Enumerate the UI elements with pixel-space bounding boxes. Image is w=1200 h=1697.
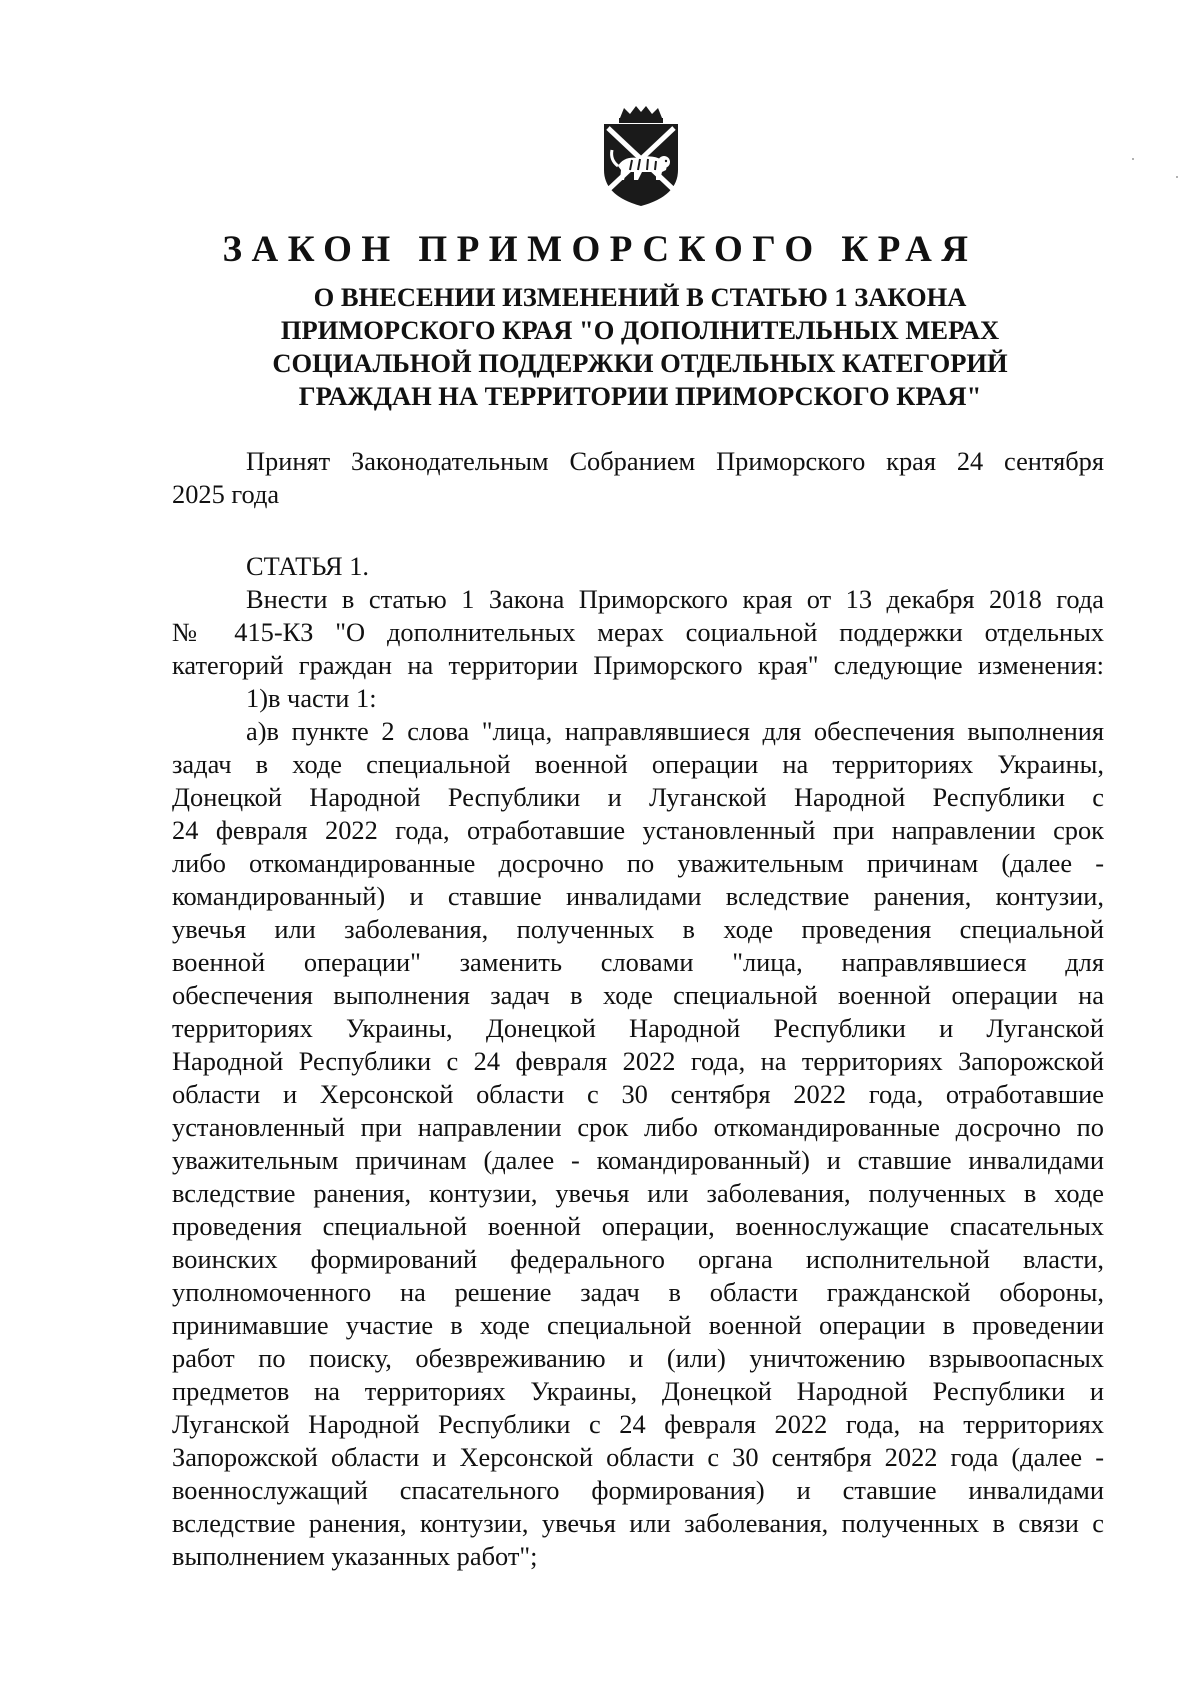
article-line: области и Херсонской области с 30 сентября 2022 года, отработавшие xyxy=(172,1079,1104,1109)
article-line: территориях Украины, Донецкой Народной Республики и Луганской xyxy=(172,1013,1104,1043)
article-line: вследствие ранения, контузии, увечья или заболевания, полученных в ходе xyxy=(172,1178,1104,1208)
article-line: увечья или заболевания, полученных в ходе проведения специальной xyxy=(172,914,1104,944)
article-line: Народной Республики с 24 февраля 2022 года, на территориях Запорожской xyxy=(172,1046,1104,1076)
adoption-note xyxy=(172,445,1104,511)
article-line: выполнением указанных работ"; xyxy=(172,1541,538,1571)
article-line: работ по поиску, обезвреживанию и (или) уничтожению взрывоопасных xyxy=(172,1343,1104,1373)
article-line: проведения специальной военной операции, военнослужащие спасательных xyxy=(172,1211,1104,1241)
article-line: либо откомандированные досрочно по уважительным причинам (далее - xyxy=(172,848,1104,878)
article-line: 24 февраля 2022 года, отработавшие установленный при направлении срок xyxy=(172,815,1104,845)
scan-speck xyxy=(1132,158,1134,160)
article-line: принимавшие участие в ходе специальной военной операции в проведении xyxy=(172,1310,1104,1340)
subject-line: ГРАЖДАН НА ТЕРРИТОРИИ ПРИМОРСКОГО КРАЯ" xyxy=(298,381,982,411)
article-line: Донецкой Народной Республики и Луганской Народной Республики с xyxy=(172,782,1104,812)
article-line: вследствие ранения, контузии, увечья или заболевания, полученных в связи с xyxy=(172,1508,1104,1538)
coat-of-arms-icon xyxy=(598,104,684,208)
subject-line: ПРИМОРСКОГО КРАЯ "О ДОПОЛНИТЕЛЬНЫХ МЕРАХ xyxy=(280,315,1000,345)
article-line: командированный) и ставшие инвалидами вследствие ранения, контузии, xyxy=(172,881,1104,911)
adoption-line: Принят Законодательным Собранием Приморского края 24 сентября xyxy=(246,446,1104,476)
article-line: предметов на территориях Украины, Донецкой Народной Республики и xyxy=(172,1376,1104,1406)
article-line: Запорожской области и Херсонской области с 30 сентября 2022 года (далее - xyxy=(172,1442,1104,1472)
adoption-line: 2025 года xyxy=(172,479,280,509)
article-line: воинских формирований федерального органа исполнительной власти, xyxy=(172,1244,1104,1274)
article-body xyxy=(172,550,1104,1573)
subject-line: О ВНЕСЕНИИ ИЗМЕНЕНИЙ В СТАТЬЮ 1 ЗАКОНА xyxy=(313,282,967,312)
article-line: 1)в части 1: xyxy=(246,683,377,713)
article-line: задач в ходе специальной военной операции на территориях Украины, xyxy=(172,749,1104,779)
article-line: военной операции" заменить словами "лица, направлявшиеся для xyxy=(172,947,1104,977)
article-line: уполномоченного на решение задач в области гражданской обороны, xyxy=(172,1277,1104,1307)
article-line: категорий граждан на территории Приморского края" следующие изменения: xyxy=(172,650,1104,680)
law-title: ЗАКОН ПРИМОРСКОГО КРАЯ xyxy=(222,229,978,270)
article-heading: СТАТЬЯ 1. xyxy=(246,551,370,581)
article-line: а)в пункте 2 слова "лица, направлявшиеся для обеспечения выполнения xyxy=(246,716,1104,746)
article-line: Внести в статью 1 Закона Приморского края от 13 декабря 2018 года xyxy=(246,584,1104,614)
article-line: № 415-КЗ "О дополнительных мерах социальной поддержки отдельных xyxy=(172,617,1104,647)
article-line: военнослужащий спасательного формирования) и ставшие инвалидами xyxy=(172,1475,1104,1505)
article-line: уважительным причинам (далее - командированный) и ставшие инвалидами xyxy=(172,1145,1104,1175)
article-line: Луганской Народной Республики с 24 февраля 2022 года, на территориях xyxy=(172,1409,1104,1439)
article-line: установленный при направлении срок либо откомандированные досрочно по xyxy=(172,1112,1104,1142)
law-subject xyxy=(170,281,1110,413)
scan-speck xyxy=(1176,176,1178,178)
subject-line: СОЦИАЛЬНОЙ ПОДДЕРЖКИ ОТДЕЛЬНЫХ КАТЕГОРИЙ xyxy=(272,348,1008,378)
article-line: обеспечения выполнения задач в ходе специальной военной операции на xyxy=(172,980,1104,1010)
